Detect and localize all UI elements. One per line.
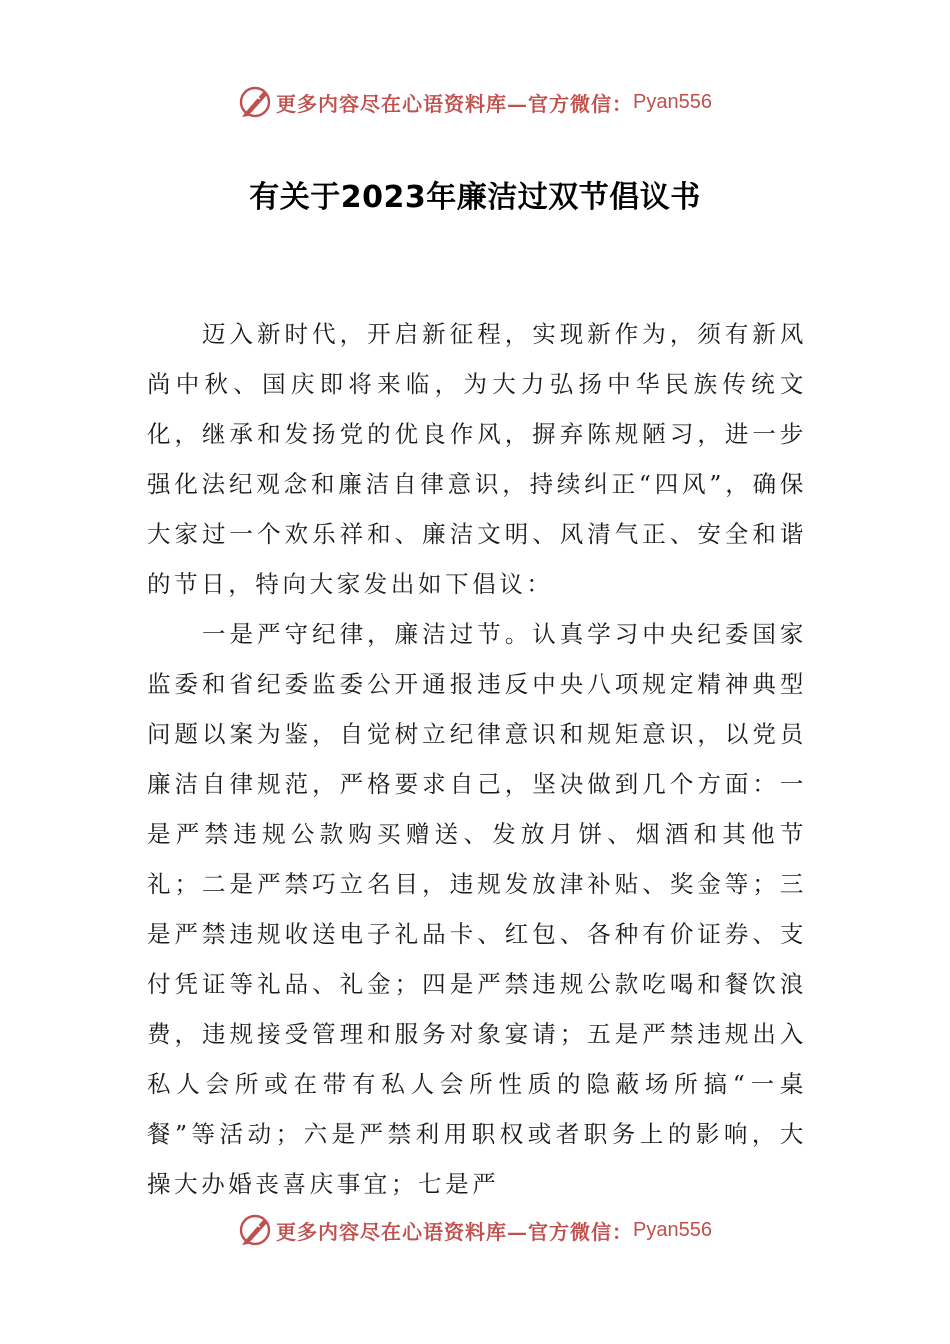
pen-logo-icon [238, 85, 272, 119]
paragraph-discipline: 一是严守纪律，廉洁过节。认真学习中央纪委国家监委和省纪委监委公开通报违反中央八项规定精神典型问题以案为鉴，自觉树立纪律意识和规矩意识，以党员廉洁自律规范，严格要求自己，坚决做到几个方面：一是严禁违规公款购买赠送、发放月饼、烟酒和其他节礼；二是严禁巧立名目，违规发放津补贴、奖金等；三是严禁违规收送电子礼品卡、红包、各种有价证券、支付凭证等礼品、礼金；四是严禁违规公款吃喝和餐饮浪费，违规接受管理和服务对象宴请；五是严禁违规出入私人会所或在带有私人会所性质的隐蔽场所搞“一桌餐”等活动；六是严禁利用职权或者职务上的影响，大操大办婚丧喜庆事宜；七是严 [147, 620, 807, 1198]
document-body [147, 309, 807, 1209]
header-wechat-id: Pyan556 [633, 90, 712, 113]
document-title: 有关于2023年廉洁过双节倡议书 [249, 180, 701, 215]
paragraph-intro: 迈入新时代，开启新征程，实现新作为，须有新风尚中秋、国庆即将来临，为大力弘扬中华民族传统文化，继承和发扬党的优良作风，摒弃陈规陋习，进一步强化法纪观念和廉洁自律意识，持续纠正“四风”，确保大家过一个欢乐祥和、廉洁文明、风清气正、安全和谐的节日，特向大家发出如下倡议： [147, 320, 807, 598]
header-banner-text: 更多内容尽在心语资料库—官方微信： [276, 91, 634, 116]
header-banner [0, 82, 950, 122]
pen-logo-icon [238, 1213, 272, 1247]
footer-banner [0, 1210, 950, 1250]
footer-wechat-id: Pyan556 [633, 1218, 712, 1241]
footer-banner-text: 更多内容尽在心语资料库—官方微信： [276, 1219, 634, 1244]
